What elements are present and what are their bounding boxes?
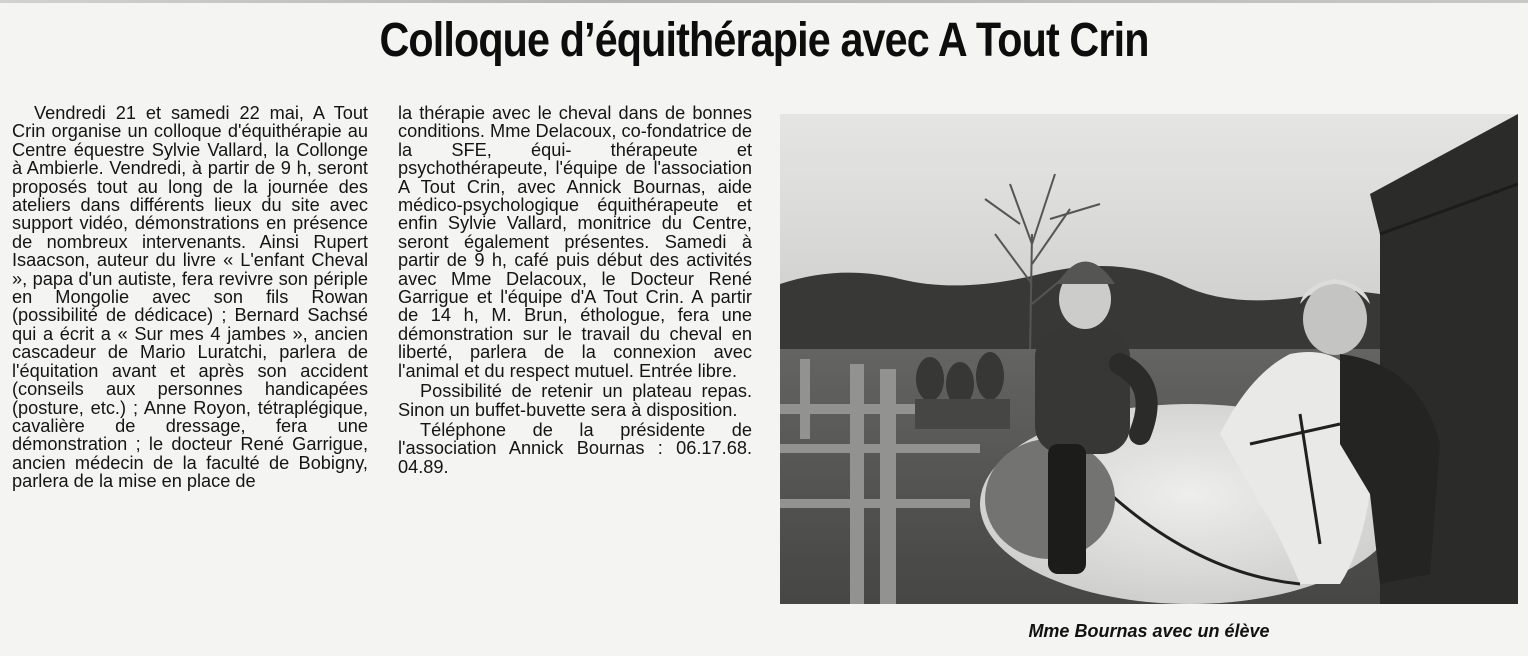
photo-grain — [780, 114, 1518, 604]
column-2-paragraph-2: Possibilité de retenir un plateau repas. Sinon un buffet-buvette sera à disposition. — [398, 381, 752, 420]
article-headline: Colloque d’équithérapie avec A Tout Crin — [379, 14, 1149, 67]
article-photo — [780, 114, 1518, 604]
article-column-1 — [12, 104, 368, 491]
article-column-2 — [398, 104, 752, 476]
top-edge-rule — [0, 0, 1528, 3]
column-1-paragraph: Vendredi 21 et samedi 22 mai, A Tout Crin organise un colloque d'équithérapie au Centre équestre Sylvie Vallard, la Collonge à Ambierle. Vendredi, à partir de 9 h, seront proposés tout au long de la journée des ateliers dans différents lieux du site avec support vidéo, démonstrations en présence de nombreux intervenants. Ainsi Rupert Isaacson, auteur du livre « L'enfant Cheval », papa d'un autiste, fera revivre son périple en Mongolie avec son fils Rowan (possibilité de dédicace) ; Bernard Sachsé qui a écrit a « Sur mes 4 jambes », ancien cascadeur de Mario Luratchi, parlera de l'équitation avant et après son accident (conseils aux personnes handicapées (posture, etc.) ; Anne Royon, tétraplégique, cavalière de dressage, fera une démonstration ; le docteur René Garrigue, ancien médecin de la faculté de Bobigny, parlera de la mise en place de — [12, 103, 368, 492]
photo-illustration — [780, 114, 1518, 604]
photo-caption: Mme Bournas avec un élève — [1028, 621, 1270, 641]
column-2-paragraph-3: Téléphone de la présidente de l'association Annick Bournas : 06.17.68. 04.89. — [398, 419, 752, 477]
column-2-paragraph-1: la thérapie avec le cheval dans de bonnes conditions. Mme Delacoux, co-fondatrice de la SFE, équi- thérapeute et psychothérapeute, l'équipe de l'association A Tout Crin, avec Annick Bournas, aide médico-psychologique équithérapeute et enfin Sylvie Vallard, monitrice du Centre, seront également présentes. Samedi à partir de 9 h, café puis début des activités avec Mme Delacoux, le Docteur René Garrigue et l'équipe d'A Tout Crin. A partir de 14 h, M. Brun, éthologue, fera une démonstration sur le travail du cheval en liberté, parlera de la connexion avec l'animal et du respect mutuel. Entrée libre. — [398, 103, 752, 381]
